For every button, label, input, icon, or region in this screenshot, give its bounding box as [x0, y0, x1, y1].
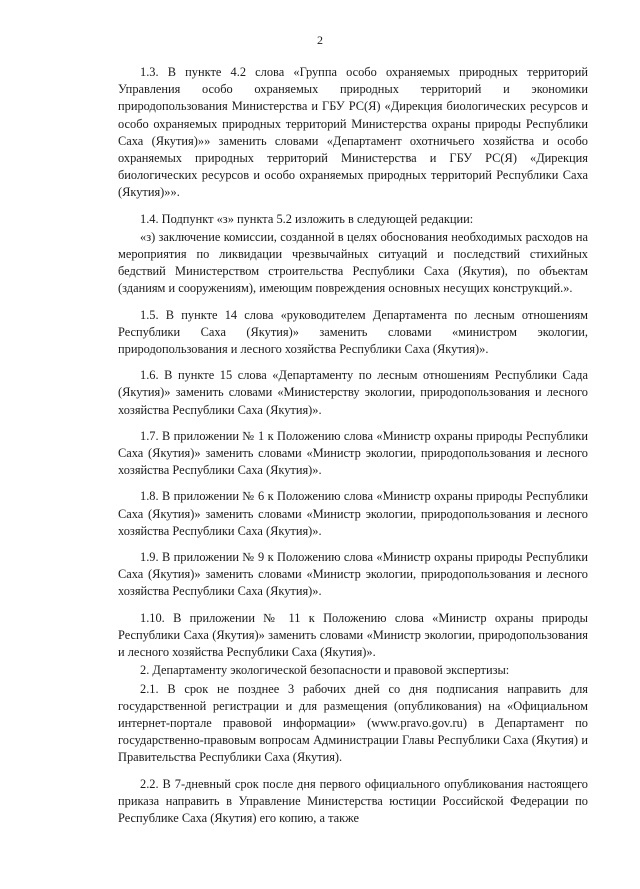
page-number: 2: [317, 33, 323, 47]
paragraph-1-10: 1.10. В приложении № 11 к Положению слова «Министр охраны природы Республики Саха (Якутия)» заменить словами «Министр экологии, природопользования и лесного хозяйства Республики Саха (Якутия)».: [118, 610, 588, 660]
paragraph-1-5: 1.5. В пункте 14 слова «руководителем Департамента по лесным отношениям Республики Саха (Якутия)» заменить словами «министром экологии, природопользования и лесного хозяйства Республики Саха (Якутия)».: [118, 307, 588, 357]
paragraph-1-4: 1.4. Подпункт «з» пункта 5.2 изложить в следующей редакции:: [140, 211, 474, 226]
paragraph-1-4-text: «з) заключение комиссии, созданной в целях обоснования необходимых расходов на мероприятия по ликвидации чрезвычайных ситуаций и последствий стихийных бедствий Министерством строительства Республики Саха (Якутия), по объектам (зданиям и сооружениям), имеющим повреждения основных несущих конструкций.».: [118, 229, 588, 296]
paragraph-1-6: 1.6. В пункте 15 слова «Департаменту по лесным отношениям Республики Сада (Якутия)» заменить словами «Министерству экологии, природопользования и лесного хозяйства Республики Саха (Якутия)».: [118, 368, 588, 417]
paragraph-1-3: 1.3. В пункте 4.2 слова «Группа особо охраняемых природных территорий Управления особо охраняемых природных территорий и экономики природопользования Министерства и ГБУ РС(Я) «Дирекция биологических ресурсов и особо охраняемых природных территорий Министерства охраны природы Республики Саха (Якутия)»» заменить словами «Департамент охотничьего хозяйства и особо охраняемых природных территорий Министерства и ГБУ РС(Я) «Дирекция биологических ресурсов и особо охраняемых природных территорий Республики Саха (Якутия)»».: [118, 65, 588, 200]
paragraph-1-9: 1.9. В приложении № 9 к Положению слова «Министр охраны природы Республики Саха (Якутия)» заменить словами «Министр экологии, природопользования и лесного хозяйства Республики Саха (Якутия)».: [118, 550, 588, 599]
paragraph-2-2: 2.2. В 7-дневный срок после дня первого официального опубликования настоящего приказа направить в Управление Министерства юстиции Российской Федерации по Республике Саха (Якутия) его копию, а также: [118, 776, 588, 825]
paragraph-1-8: 1.8. В приложении № 6 к Положению слова «Министр охраны природы Республики Саха (Якутия)» заменить словами «Министр экологии, природопользования и лесного хозяйства Республики Саха (Якутия)».: [118, 489, 588, 538]
paragraph-2-1: 2.1. В срок не позднее 3 рабочих дней со дня подписания направить для государственной регистрации и для размещения (опубликования) на «Официальном интернет-портале правовой информации» (www.pravo.gov.ru) в Департамент по государственно-правовым вопросам Администрации Главы Республики Саха (Якутия) и Правительства Республики Саха (Якутия).: [118, 681, 588, 765]
paragraph-1-7: 1.7. В приложении № 1 к Положению слова «Министр охраны природы Республики Саха (Якутия)» заменить словами «Министр экологии, природопользования и лесного хозяйства Республики Саха (Якутия)».: [118, 428, 588, 478]
paragraph-2: 2. Департаменту экологической безопасности и правовой экспертизы:: [140, 663, 510, 678]
document-body: [118, 64, 588, 827]
